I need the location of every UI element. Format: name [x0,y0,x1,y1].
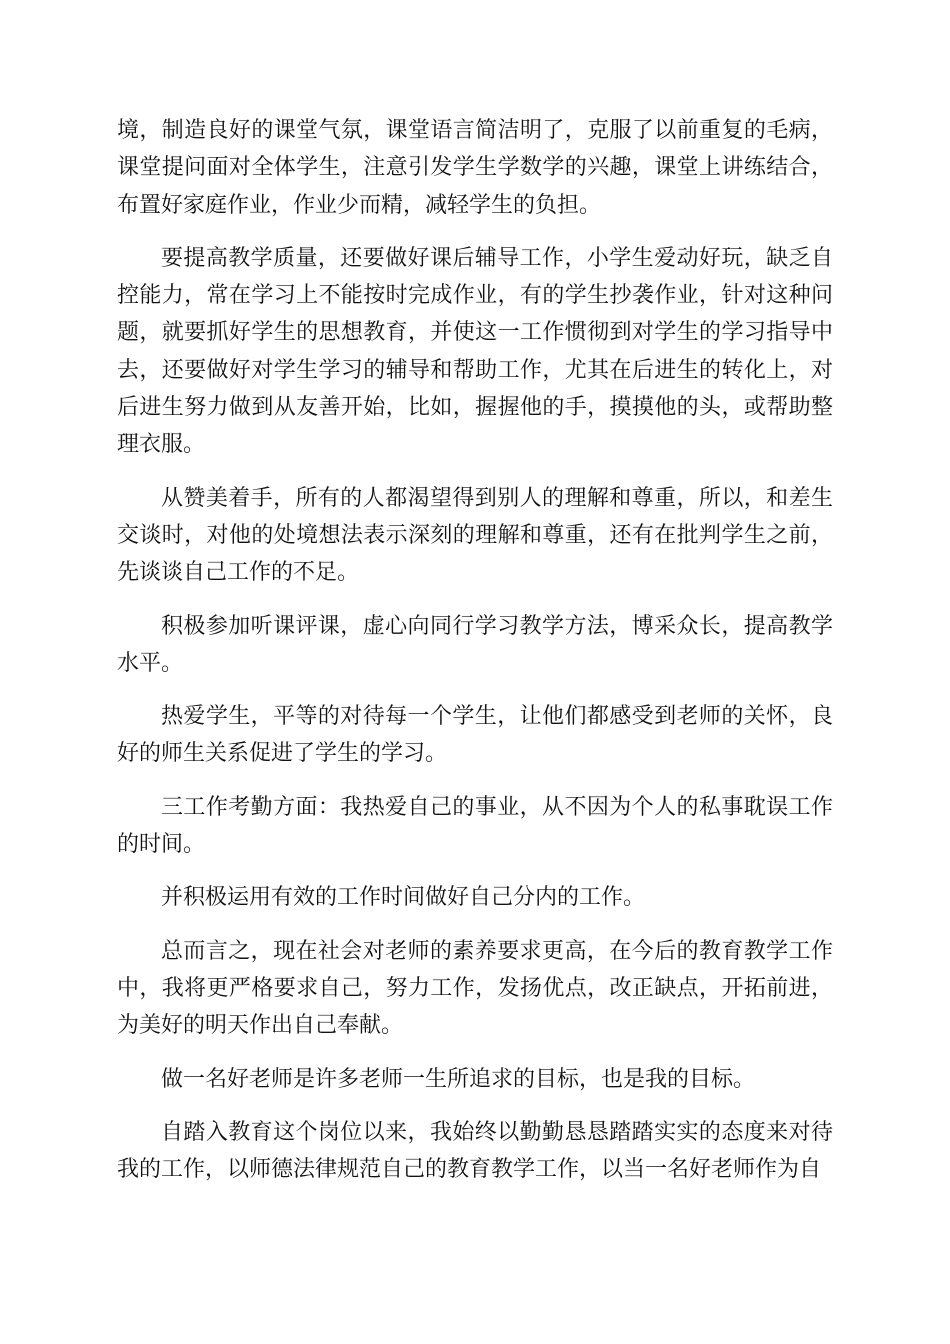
paragraph: 总而言之，现在社会对老师的素养要求更高，在今后的教育教学工作中，我将更严格要求自己，努力工作，发扬优点，改正缺点，开拓前进，为美好的明天作出自己奉献。 [117,938,833,1039]
paragraph: 做一名好老师是许多老师一生所追求的目标，也是我的目标。 [161,1066,756,1092]
paragraph: 三工作考勤方面：我热爱自己的事业，从不因为个人的私事耽误工作的时间。 [117,794,833,858]
paragraph: 要提高教学质量，还要做好课后辅导工作，小学生爱动好玩，缺乏自控能力，常在学习上不能按时完成作业，有的学生抄袭作业，针对这种问题，就要抓好学生的思想教育，并使这一工作惯彻到对学生的学习指导中去，还要做好对学生学习的辅导和帮助工作，尤其在后进生的转化上，对后进生努力做到从友善开始，比如，握握他的手，摸摸他的头，或帮助整理衣服。 [117,245,833,458]
paragraph: 并积极运用有效的工作时间做好自己分内的工作。 [161,885,646,911]
paragraph: 境，制造良好的课堂气氛，课堂语言简洁明了，克服了以前重复的毛病，课堂提问面对全体学生，注意引发学生学数学的兴趣，课堂上讲练结合，布置好家庭作业，作业少而精，减轻学生的负担。 [117,118,833,218]
paragraph: 热爱学生，平等的对待每一个学生，让他们都感受到老师的关怀，良好的师生关系促进了学生的学习。 [117,704,833,767]
paragraph: 自踏入教育这个岗位以来，我始终以勤勤恳恳踏踏实实的态度来对待我的工作，以师德法律规范自己的教育教学工作，以当一名好老师作为自 [117,1119,833,1183]
paragraph: 从赞美着手，所有的人都渴望得到别人的理解和尊重，所以，和差生交谈时，对他的处境想法表示深刻的理解和尊重，还有在批判学生之前，先谈谈自己工作的不足。 [117,485,833,586]
document-body [117,112,833,1204]
paragraph: 积极参加听课评课，虚心向同行学习教学方法，博采众长，提高教学水平。 [117,613,833,676]
